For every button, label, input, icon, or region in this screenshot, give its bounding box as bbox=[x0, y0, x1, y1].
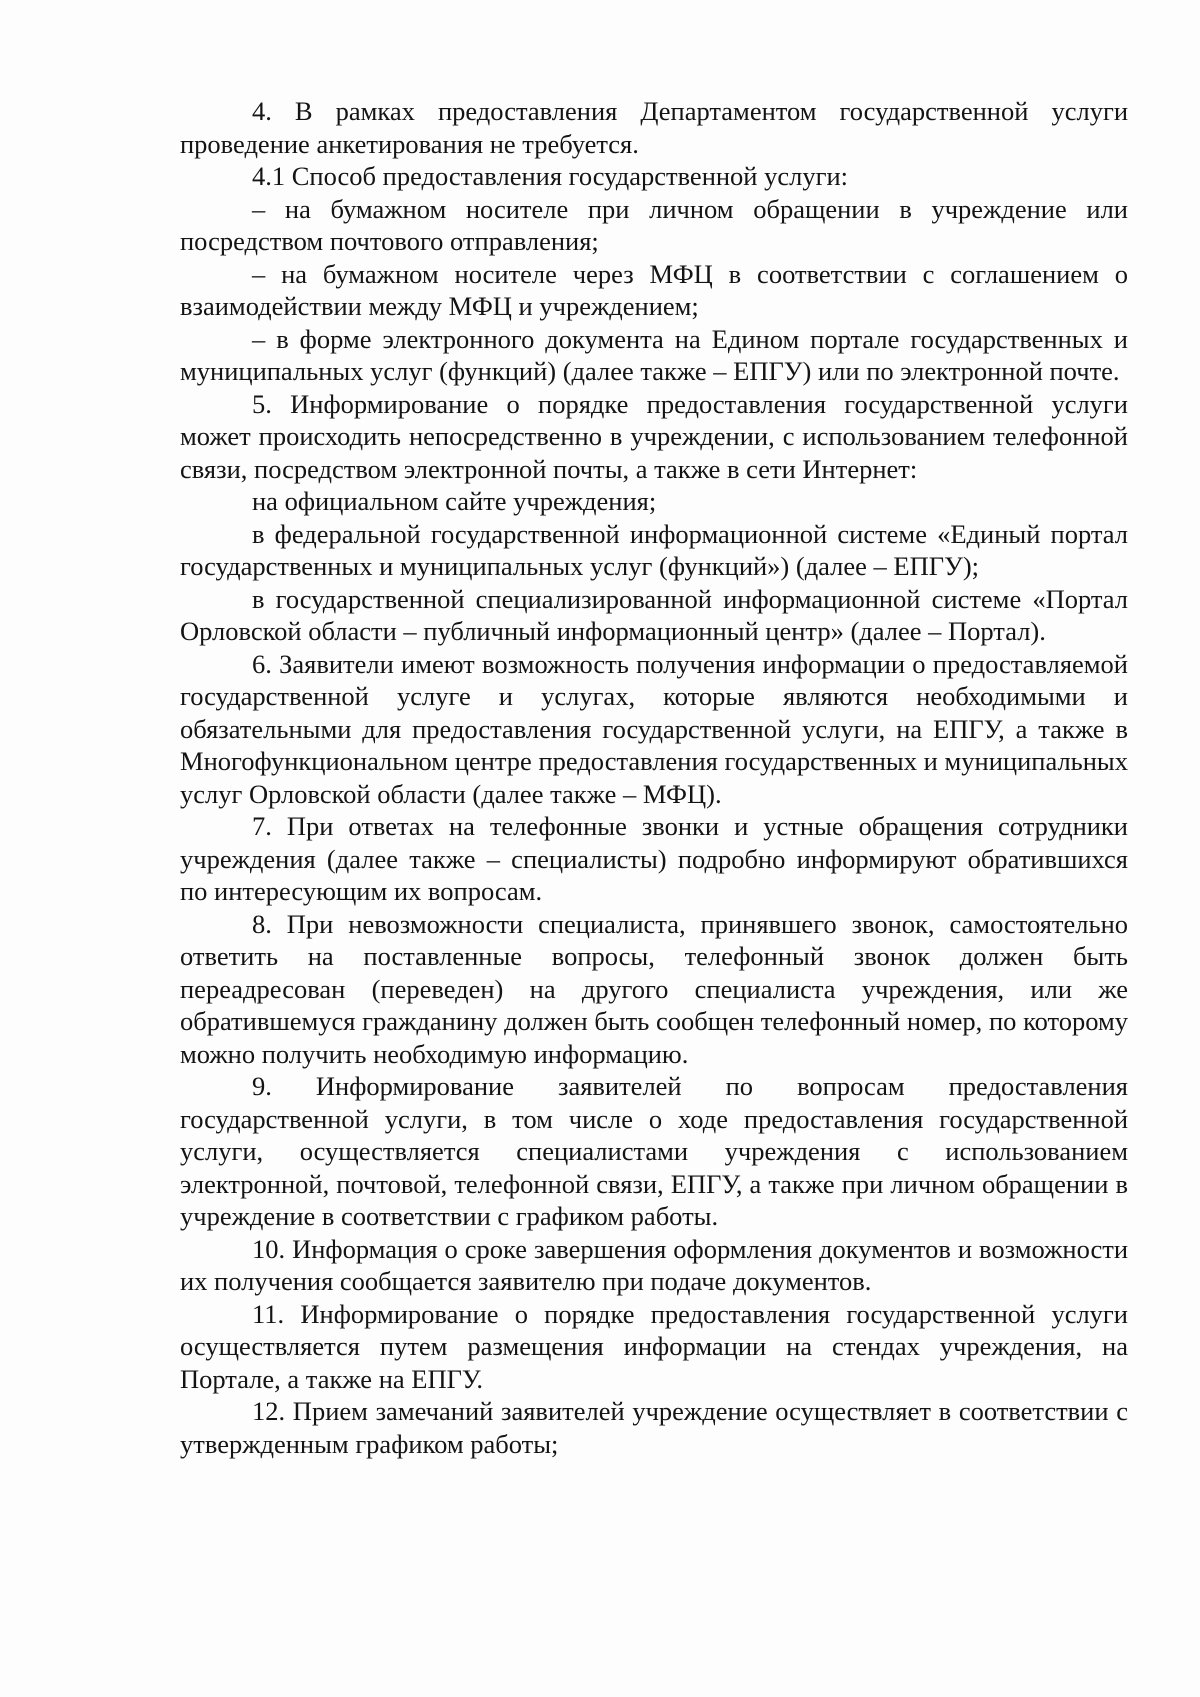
paragraph-4: 4. В рамках предоставления Департаментом государственной услуги проведение анкетирования не требуется. bbox=[180, 96, 1128, 159]
paragraph-7: 7. При ответах на телефонные звонки и устные обращения сотрудники учреждения (далее также – специалисты) подробно информируют обратившихся по интересующим их вопросам. bbox=[180, 811, 1128, 906]
paragraph-11: 11. Информирование о порядке предоставления государственной услуги осуществляется путем размещения информации на стендах учреждения, на Портале, а также на ЕПГУ. bbox=[180, 1298, 1128, 1394]
list-item-electronic: – в форме электронного документа на Едином портале государственных и муниципальных услуг (функций) (далее также – ЕПГУ) или по электронной почте. bbox=[180, 323, 1128, 386]
list-item-paper-mfc: – на бумажном носителе через МФЦ в соответствии с соглашением о взаимодействии между МФЦ и учреждением; bbox=[180, 258, 1128, 321]
list-item-official-site: на официальном сайте учреждения; bbox=[252, 486, 657, 516]
paragraph-12: 12. Прием замечаний заявителей учреждение осуществляет в соответствии с утвержденным графиком работы; bbox=[180, 1396, 1128, 1459]
paragraph-6: 6. Заявители имеют возможность получения информации о предоставляемой государственной услуге и услугах, которые являются необходимыми и обязательными для предоставления государственной услуги, на ЕПГУ, а также в Многофункциональном центре предоставления государственных и муниципальных услуг Орловской области (далее также – МФЦ). bbox=[180, 648, 1128, 809]
paragraph-10: 10. Информация о сроке завершения оформления документов и возможности их получения сообщается заявителю при подаче документов. bbox=[180, 1233, 1128, 1296]
paragraph-9: 9. Информирование заявителей по вопросам предоставления государственной услуги, в том числе о ходе предоставления государственной услуги, осуществляется специалистами учреждения с использованием электронной, почтовой, телефонной связи, ЕПГУ, а также при личном обращении в учреждение в соответствии с графиком работы. bbox=[180, 1071, 1128, 1231]
paragraph-5: 5. Информирование о порядке предоставления государственной услуги может происходить непосредственно в учреждении, с использованием телефонной связи, посредством электронной почты, а также в сети Интернет: bbox=[180, 388, 1128, 484]
paragraph-8: 8. При невозможности специалиста, принявшего звонок, самостоятельно ответить на поставленные вопросы, телефонный звонок должен быть переадресован (переведен) на другого специалиста учреждения, или же обратившемуся гражданину должен быть сообщен телефонный номер, по которому можно получить необходимую информацию. bbox=[180, 908, 1128, 1069]
list-item-paper-in-person: – на бумажном носителе при личном обращении в учреждение или посредством почтового отправления; bbox=[180, 193, 1128, 256]
document-body bbox=[180, 95, 1128, 1460]
list-item-federal-system: в федеральной государственной информационной системе «Единый портал государственных и муниципальных услуг (функций») (далее – ЕПГУ); bbox=[180, 518, 1128, 581]
paragraph-4-1: 4.1 Способ предоставления государственной услуги: bbox=[252, 161, 849, 191]
list-item-regional-system: в государственной специализированной информационной системе «Портал Орловской области – публичный информационный центр» (далее – Портал). bbox=[180, 583, 1128, 646]
